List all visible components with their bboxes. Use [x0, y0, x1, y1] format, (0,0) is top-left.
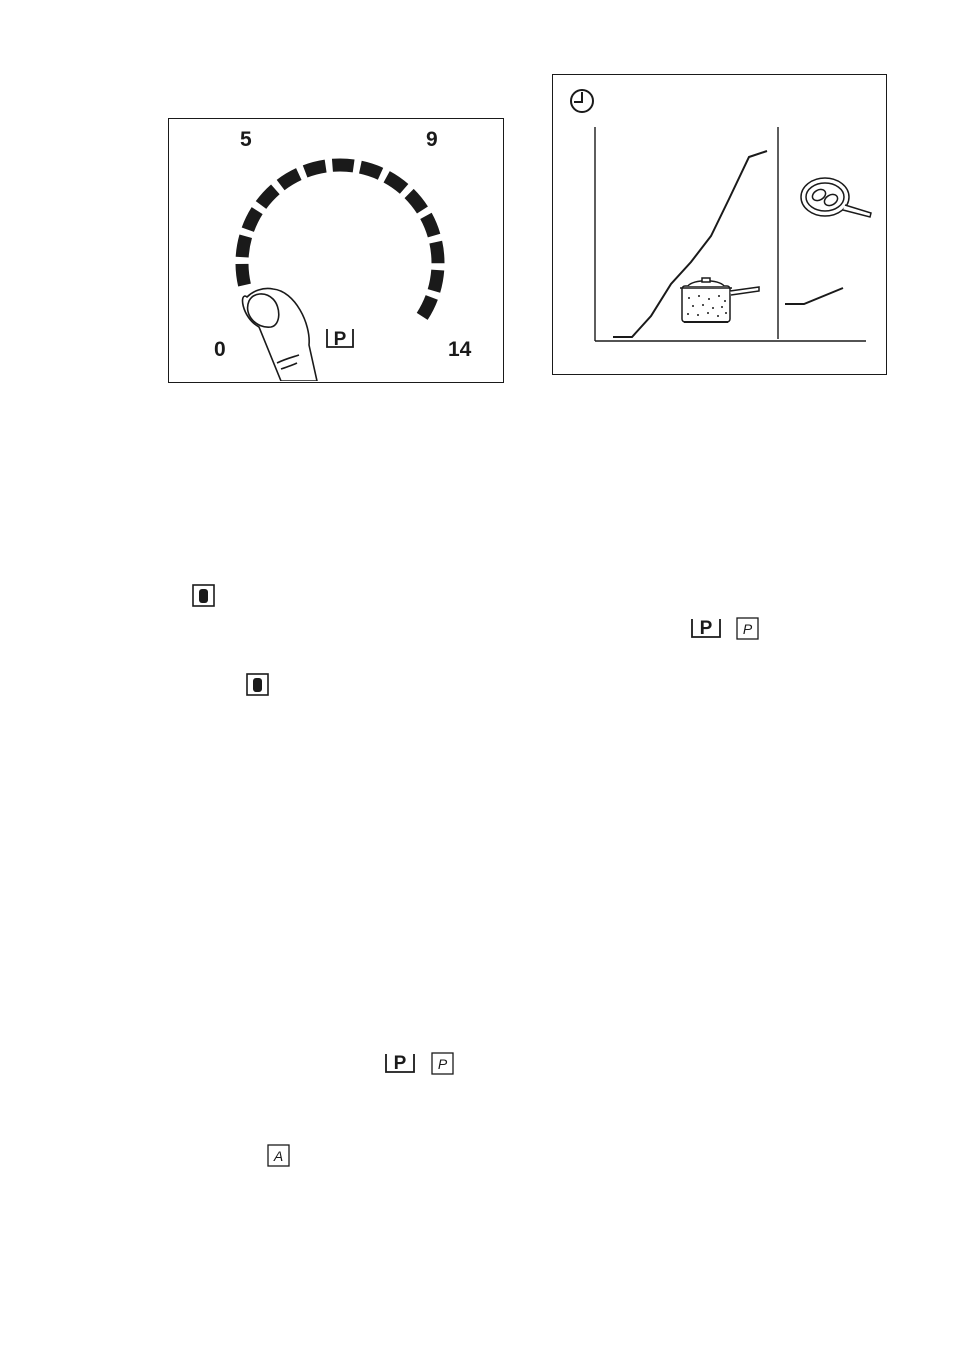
boiling-pot-icon — [680, 278, 759, 322]
power-boost-icon — [690, 615, 722, 641]
display-a-icon — [267, 1144, 291, 1168]
dial-segment — [236, 234, 252, 257]
dial-label-5: 5 — [240, 128, 252, 151]
display-p-glyph: P — [742, 621, 753, 637]
dial-segment — [277, 168, 302, 190]
display-p-icon — [736, 617, 760, 641]
simmer-curve — [785, 288, 843, 304]
dial-segment — [429, 241, 444, 263]
dial-label-9: 9 — [426, 128, 438, 151]
dial-segment — [384, 171, 409, 194]
dial-label-14: 14 — [448, 338, 472, 361]
dial-boost-glyph: P — [333, 329, 347, 350]
dial-segment — [405, 189, 428, 214]
power-boost-icon — [327, 329, 353, 350]
display-a-glyph: A — [273, 1148, 284, 1164]
finger-touch-icon — [243, 288, 317, 381]
dial-segment — [428, 270, 445, 293]
power-boost-icon — [384, 1050, 416, 1076]
boost-glyph: P — [393, 1053, 407, 1074]
dial-segment — [417, 295, 438, 320]
dial-segment — [256, 184, 280, 208]
heat-setting-dial-panel — [168, 118, 504, 383]
dial-segment — [359, 161, 383, 180]
display-p-icon — [431, 1052, 455, 1076]
heating-curve-graphic — [553, 75, 885, 373]
display-segment-icon — [192, 584, 216, 608]
dial-label-0: 0 — [214, 338, 226, 361]
display-segment-icon — [246, 673, 270, 697]
display-p-glyph: P — [437, 1056, 448, 1072]
dial-segment — [420, 213, 440, 238]
dial-segment — [332, 159, 355, 173]
boost-glyph: P — [699, 618, 713, 639]
dial-segment — [236, 264, 251, 287]
frying-pan-icon — [801, 178, 871, 217]
clock-icon — [571, 90, 593, 112]
dial-segment — [242, 207, 263, 232]
heating-curve-panel — [552, 74, 887, 375]
dial-segment — [303, 160, 327, 178]
